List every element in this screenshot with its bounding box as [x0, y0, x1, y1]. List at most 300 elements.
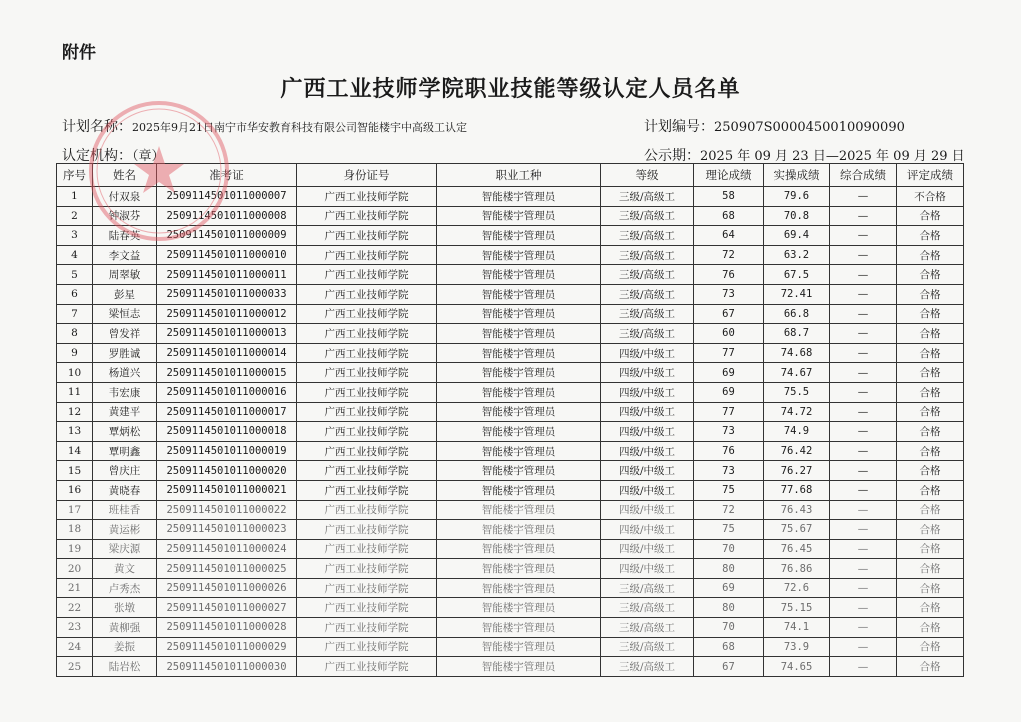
table-row [57, 265, 964, 285]
table-cell: 三级/高级工 [601, 324, 694, 344]
table-cell: 合格 [897, 265, 964, 285]
table-cell: 智能楼宇管理员 [437, 480, 601, 500]
table-cell: 广西工业技师学院 [297, 245, 437, 265]
table-cell: 三级/高级工 [601, 226, 694, 246]
table-cell: 合格 [897, 226, 964, 246]
table-cell: 梁恒志 [93, 304, 157, 324]
table-cell: — [830, 500, 897, 520]
table-cell: 58 [694, 187, 764, 207]
table-cell: 三级/高级工 [601, 618, 694, 638]
table-cell: 合格 [897, 559, 964, 579]
table-cell: 75.67 [764, 520, 830, 540]
table-cell: 2509114501011000013 [157, 324, 297, 344]
table-cell: — [830, 226, 897, 246]
table-cell: 69 [694, 363, 764, 383]
table-cell: 合格 [897, 284, 964, 304]
header-cell: 职业工种 [437, 164, 601, 187]
table-cell: 9 [57, 343, 93, 363]
table-cell: — [830, 441, 897, 461]
table-cell: 73.9 [764, 637, 830, 657]
table-cell: 合格 [897, 598, 964, 618]
table-cell: 韦宏康 [93, 382, 157, 402]
table-cell: 22 [57, 598, 93, 618]
table-row [57, 402, 964, 422]
table-cell: 67 [694, 657, 764, 677]
org-line [62, 145, 165, 165]
table-cell: — [830, 206, 897, 226]
table-cell: 三级/高级工 [601, 187, 694, 207]
table-cell: — [830, 618, 897, 638]
table-cell: 75.5 [764, 382, 830, 402]
table-cell: 卢秀杰 [93, 578, 157, 598]
table-cell: 杨道兴 [93, 363, 157, 383]
table-cell: 合格 [897, 422, 964, 442]
table-cell: 7 [57, 304, 93, 324]
table-cell: 智能楼宇管理员 [437, 187, 601, 207]
table-cell: 76 [694, 441, 764, 461]
table-cell: — [830, 422, 897, 442]
table-row [57, 324, 964, 344]
table-cell: 67.5 [764, 265, 830, 285]
table-row [57, 304, 964, 324]
table-cell: 2509114501011000033 [157, 284, 297, 304]
table-cell: 智能楼宇管理员 [437, 441, 601, 461]
table-cell: 黄晓春 [93, 480, 157, 500]
publicity-value: 2025 年 09 月 23 日—2025 年 09 月 29 日 [700, 149, 965, 164]
table-cell: 25 [57, 657, 93, 677]
table-cell: 不合格 [897, 187, 964, 207]
table-cell: 广西工业技师学院 [297, 461, 437, 481]
table-cell: — [830, 578, 897, 598]
table-cell: 广西工业技师学院 [297, 422, 437, 442]
table-cell: — [830, 382, 897, 402]
table-cell: 广西工业技师学院 [297, 637, 437, 657]
table-cell: 合格 [897, 343, 964, 363]
table-cell: 76.45 [764, 539, 830, 559]
table-header-row [57, 164, 964, 187]
table-cell: 76.43 [764, 500, 830, 520]
table-row [57, 441, 964, 461]
table-cell: 70 [694, 539, 764, 559]
table-cell: — [830, 480, 897, 500]
table-cell: 广西工业技师学院 [297, 324, 437, 344]
table-cell: — [830, 187, 897, 207]
table-cell: 智能楼宇管理员 [437, 520, 601, 540]
table-cell: 17 [57, 500, 93, 520]
table-cell: 2509114501011000020 [157, 461, 297, 481]
table-cell: 60 [694, 324, 764, 344]
table-cell: 广西工业技师学院 [297, 265, 437, 285]
table-cell: 24 [57, 637, 93, 657]
table-cell: 智能楼宇管理员 [437, 382, 601, 402]
table-cell: 74.65 [764, 657, 830, 677]
table-cell: — [830, 343, 897, 363]
table-row [57, 343, 964, 363]
table-cell: 黄建平 [93, 402, 157, 422]
table-cell: 付双泉 [93, 187, 157, 207]
table-cell: 智能楼宇管理员 [437, 637, 601, 657]
table-cell: 70.8 [764, 206, 830, 226]
table-cell: 张墩 [93, 598, 157, 618]
table-row [57, 245, 964, 265]
table-cell: 8 [57, 324, 93, 344]
table-row [57, 598, 964, 618]
table-cell: 智能楼宇管理员 [437, 226, 601, 246]
header-cell: 准考证 [157, 164, 297, 187]
table-cell: 广西工业技师学院 [297, 578, 437, 598]
header-cell: 评定成绩 [897, 164, 964, 187]
org-value: （章） [132, 149, 165, 164]
table-cell: — [830, 539, 897, 559]
table-cell: 智能楼宇管理员 [437, 500, 601, 520]
table-cell: 广西工业技师学院 [297, 480, 437, 500]
table-cell: 68.7 [764, 324, 830, 344]
table-cell: 2509114501011000008 [157, 206, 297, 226]
table-cell: 智能楼宇管理员 [437, 559, 601, 579]
table-cell: 2509114501011000016 [157, 382, 297, 402]
table-row [57, 187, 964, 207]
table-row [57, 284, 964, 304]
table-cell: 钟淑芬 [93, 206, 157, 226]
table-cell: 2509114501011000012 [157, 304, 297, 324]
table-cell: 63.2 [764, 245, 830, 265]
table-cell: 曾庆庄 [93, 461, 157, 481]
table-cell: 76.42 [764, 441, 830, 461]
table-cell: 合格 [897, 520, 964, 540]
table-cell: 2509114501011000023 [157, 520, 297, 540]
table-cell: 2509114501011000019 [157, 441, 297, 461]
table-cell: 广西工业技师学院 [297, 441, 437, 461]
table-row [57, 637, 964, 657]
table-cell: 72.41 [764, 284, 830, 304]
table-cell: 四级/中级工 [601, 402, 694, 422]
table-cell: 四级/中级工 [601, 441, 694, 461]
table-cell: 智能楼宇管理员 [437, 245, 601, 265]
table-cell: 67 [694, 304, 764, 324]
plan-number-label: 计划编号： [644, 119, 714, 135]
table-cell: 74.9 [764, 422, 830, 442]
header-cell: 理论成绩 [694, 164, 764, 187]
table-cell: 合格 [897, 637, 964, 657]
table-cell: 三级/高级工 [601, 637, 694, 657]
table-cell: 2509114501011000021 [157, 480, 297, 500]
table-row [57, 559, 964, 579]
table-row [57, 500, 964, 520]
table-cell: 智能楼宇管理员 [437, 265, 601, 285]
table-cell: 74.72 [764, 402, 830, 422]
table-row [57, 657, 964, 677]
table-cell: — [830, 637, 897, 657]
document-title: 广西工业技师学院职业技能等级认定人员名单 [280, 77, 741, 102]
table-cell: 曾发祥 [93, 324, 157, 344]
table-cell: 68 [694, 206, 764, 226]
plan-name-value: 2025年9月21日南宁市华安教育科技有限公司智能楼宇中高级工认定 [132, 121, 467, 134]
publicity-label: 公示期： [644, 148, 700, 164]
table-cell: 周翠敏 [93, 265, 157, 285]
table-cell: 2509114501011000022 [157, 500, 297, 520]
table-row [57, 363, 964, 383]
table-cell: 三级/高级工 [601, 657, 694, 677]
table-cell: 77 [694, 402, 764, 422]
table-cell: 19 [57, 539, 93, 559]
table-cell: 20 [57, 559, 93, 579]
table-cell: 合格 [897, 480, 964, 500]
table-cell: 15 [57, 461, 93, 481]
table-cell: 覃明鑫 [93, 441, 157, 461]
table-cell: 2509114501011000025 [157, 559, 297, 579]
table-cell: — [830, 304, 897, 324]
table-cell: 72 [694, 245, 764, 265]
table-cell: 智能楼宇管理员 [437, 363, 601, 383]
table-cell: 三级/高级工 [601, 284, 694, 304]
table-cell: 三级/高级工 [601, 578, 694, 598]
table-cell: 李文益 [93, 245, 157, 265]
table-cell: 75 [694, 520, 764, 540]
table-cell: 14 [57, 441, 93, 461]
table-cell: 2509114501011000024 [157, 539, 297, 559]
table-cell: 75.15 [764, 598, 830, 618]
table-cell: 智能楼宇管理员 [437, 618, 601, 638]
table-row [57, 206, 964, 226]
table-cell: 73 [694, 284, 764, 304]
table-cell: 四级/中级工 [601, 343, 694, 363]
table-cell: 智能楼宇管理员 [437, 343, 601, 363]
table-cell: 2509114501011000017 [157, 402, 297, 422]
attachment-label: 附件 [62, 43, 96, 63]
header-cell: 等级 [601, 164, 694, 187]
table-cell: 69 [694, 578, 764, 598]
table-cell: — [830, 245, 897, 265]
table-cell: 广西工业技师学院 [297, 657, 437, 677]
table-row [57, 618, 964, 638]
header-cell: 综合成绩 [830, 164, 897, 187]
table-cell: 合格 [897, 618, 964, 638]
table-cell: 罗胜诚 [93, 343, 157, 363]
table-cell: 广西工业技师学院 [297, 618, 437, 638]
table-cell: 覃炳松 [93, 422, 157, 442]
table-cell: 73 [694, 461, 764, 481]
table-cell: 2509114501011000027 [157, 598, 297, 618]
header-cell: 实操成绩 [764, 164, 830, 187]
table-row [57, 539, 964, 559]
table-cell: 2509114501011000028 [157, 618, 297, 638]
table-cell: 21 [57, 578, 93, 598]
table-row [57, 382, 964, 402]
table-cell: 三级/高级工 [601, 245, 694, 265]
table-cell: 68 [694, 637, 764, 657]
table-cell: 6 [57, 284, 93, 304]
table-cell: 四级/中级工 [601, 500, 694, 520]
table-cell: — [830, 265, 897, 285]
table-row [57, 422, 964, 442]
table-cell: 76 [694, 265, 764, 285]
table-cell: 姜振 [93, 637, 157, 657]
table-cell: 智能楼宇管理员 [437, 539, 601, 559]
table-cell: 班桂香 [93, 500, 157, 520]
table-cell: 广西工业技师学院 [297, 226, 437, 246]
table-cell: 四级/中级工 [601, 520, 694, 540]
table-cell: — [830, 461, 897, 481]
table-cell: 合格 [897, 402, 964, 422]
table-cell: 73 [694, 422, 764, 442]
table-cell: 智能楼宇管理员 [437, 461, 601, 481]
table-cell: 合格 [897, 304, 964, 324]
table-cell: 三级/高级工 [601, 598, 694, 618]
table-cell: 合格 [897, 363, 964, 383]
table-cell: 2509114501011000026 [157, 578, 297, 598]
table-cell: 智能楼宇管理员 [437, 598, 601, 618]
table-cell: 72 [694, 500, 764, 520]
table-cell: 四级/中级工 [601, 382, 694, 402]
table-cell: 5 [57, 265, 93, 285]
table-cell: 广西工业技师学院 [297, 559, 437, 579]
table-cell: — [830, 324, 897, 344]
table-cell: 2509114501011000011 [157, 265, 297, 285]
table-cell: 梁庆源 [93, 539, 157, 559]
table-cell: — [830, 284, 897, 304]
plan-name-label: 计划名称： [62, 119, 132, 135]
table-cell: 75 [694, 480, 764, 500]
table-cell: 11 [57, 382, 93, 402]
table-cell: 三级/高级工 [601, 265, 694, 285]
table-cell: 2509114501011000014 [157, 343, 297, 363]
table-cell: 合格 [897, 657, 964, 677]
table-cell: 69 [694, 382, 764, 402]
table-cell: 77 [694, 343, 764, 363]
table-cell: 70 [694, 618, 764, 638]
table-cell: 四级/中级工 [601, 539, 694, 559]
table-body [57, 187, 964, 677]
header-cell: 姓名 [93, 164, 157, 187]
plan-number-value: 250907S0000450010090090 [714, 120, 905, 135]
table-row [57, 578, 964, 598]
table-cell: 智能楼宇管理员 [437, 284, 601, 304]
table-cell: — [830, 520, 897, 540]
table-cell: 广西工业技师学院 [297, 343, 437, 363]
table-cell: 黄文 [93, 559, 157, 579]
publicity-line [644, 145, 965, 165]
table-row [57, 480, 964, 500]
table-cell: 广西工业技师学院 [297, 363, 437, 383]
org-label: 认定机构： [62, 148, 132, 164]
header-cell: 序号 [57, 164, 93, 187]
table-row [57, 520, 964, 540]
table-cell: 广西工业技师学院 [297, 206, 437, 226]
table-cell: 合格 [897, 461, 964, 481]
table-cell: 四级/中级工 [601, 422, 694, 442]
plan-number-line [644, 116, 905, 136]
table-cell: 2509114501011000007 [157, 187, 297, 207]
table-cell: — [830, 598, 897, 618]
table-cell: 4 [57, 245, 93, 265]
table-cell: 64 [694, 226, 764, 246]
table-cell: 智能楼宇管理员 [437, 324, 601, 344]
table-cell: 三级/高级工 [601, 206, 694, 226]
table-cell: 四级/中级工 [601, 480, 694, 500]
table-cell: 陆春英 [93, 226, 157, 246]
table-cell: 80 [694, 559, 764, 579]
table-cell: 合格 [897, 382, 964, 402]
table-row [57, 226, 964, 246]
table-cell: 74.67 [764, 363, 830, 383]
table-cell: 80 [694, 598, 764, 618]
table-cell: 2509114501011000030 [157, 657, 297, 677]
table-cell: 2509114501011000015 [157, 363, 297, 383]
header-cell: 身份证号 [297, 164, 437, 187]
plan-name-line [62, 116, 467, 136]
table-cell: 合格 [897, 539, 964, 559]
table-cell: — [830, 402, 897, 422]
table-cell: 2509114501011000029 [157, 637, 297, 657]
table-cell: 77.68 [764, 480, 830, 500]
table-cell: 智能楼宇管理员 [437, 402, 601, 422]
table-cell: 合格 [897, 324, 964, 344]
table-cell: 74.68 [764, 343, 830, 363]
table-cell: 黄运彬 [93, 520, 157, 540]
table-cell: 陆岩松 [93, 657, 157, 677]
table-cell: 三级/高级工 [601, 304, 694, 324]
table-cell: 12 [57, 402, 93, 422]
table-cell: 2509114501011000009 [157, 226, 297, 246]
table-cell: 1 [57, 187, 93, 207]
table-cell: 18 [57, 520, 93, 540]
table-cell: 广西工业技师学院 [297, 500, 437, 520]
table-cell: 2 [57, 206, 93, 226]
table-cell: 69.4 [764, 226, 830, 246]
table-cell: 23 [57, 618, 93, 638]
table-cell: 广西工业技师学院 [297, 520, 437, 540]
table-cell: 16 [57, 480, 93, 500]
table-cell: — [830, 657, 897, 677]
roster-table [56, 163, 964, 677]
table-cell: 黄柳强 [93, 618, 157, 638]
table-cell: 74.1 [764, 618, 830, 638]
table-row [57, 461, 964, 481]
table-cell: — [830, 363, 897, 383]
table-cell: 2509114501011000010 [157, 245, 297, 265]
table-cell: 广西工业技师学院 [297, 284, 437, 304]
table-cell: 四级/中级工 [601, 461, 694, 481]
table-cell: 合格 [897, 441, 964, 461]
table-cell: 合格 [897, 206, 964, 226]
table-cell: 合格 [897, 245, 964, 265]
table-cell: 79.6 [764, 187, 830, 207]
table-cell: 智能楼宇管理员 [437, 206, 601, 226]
table-cell: 3 [57, 226, 93, 246]
table-cell: 广西工业技师学院 [297, 304, 437, 324]
table-cell: 广西工业技师学院 [297, 539, 437, 559]
table-cell: 广西工业技师学院 [297, 598, 437, 618]
table-cell: 广西工业技师学院 [297, 402, 437, 422]
table-cell: 四级/中级工 [601, 559, 694, 579]
table-cell: 智能楼宇管理员 [437, 578, 601, 598]
table-cell: 合格 [897, 500, 964, 520]
table-cell: 2509114501011000018 [157, 422, 297, 442]
table-cell: 彭星 [93, 284, 157, 304]
table-cell: 智能楼宇管理员 [437, 422, 601, 442]
table-cell: 10 [57, 363, 93, 383]
table-cell: 13 [57, 422, 93, 442]
table-cell: 智能楼宇管理员 [437, 657, 601, 677]
table-cell: 广西工业技师学院 [297, 382, 437, 402]
table-cell: 四级/中级工 [601, 363, 694, 383]
table-cell: — [830, 559, 897, 579]
table-cell: 76.86 [764, 559, 830, 579]
table-cell: 72.6 [764, 578, 830, 598]
table-cell: 66.8 [764, 304, 830, 324]
table-cell: 智能楼宇管理员 [437, 304, 601, 324]
table-cell: 合格 [897, 578, 964, 598]
